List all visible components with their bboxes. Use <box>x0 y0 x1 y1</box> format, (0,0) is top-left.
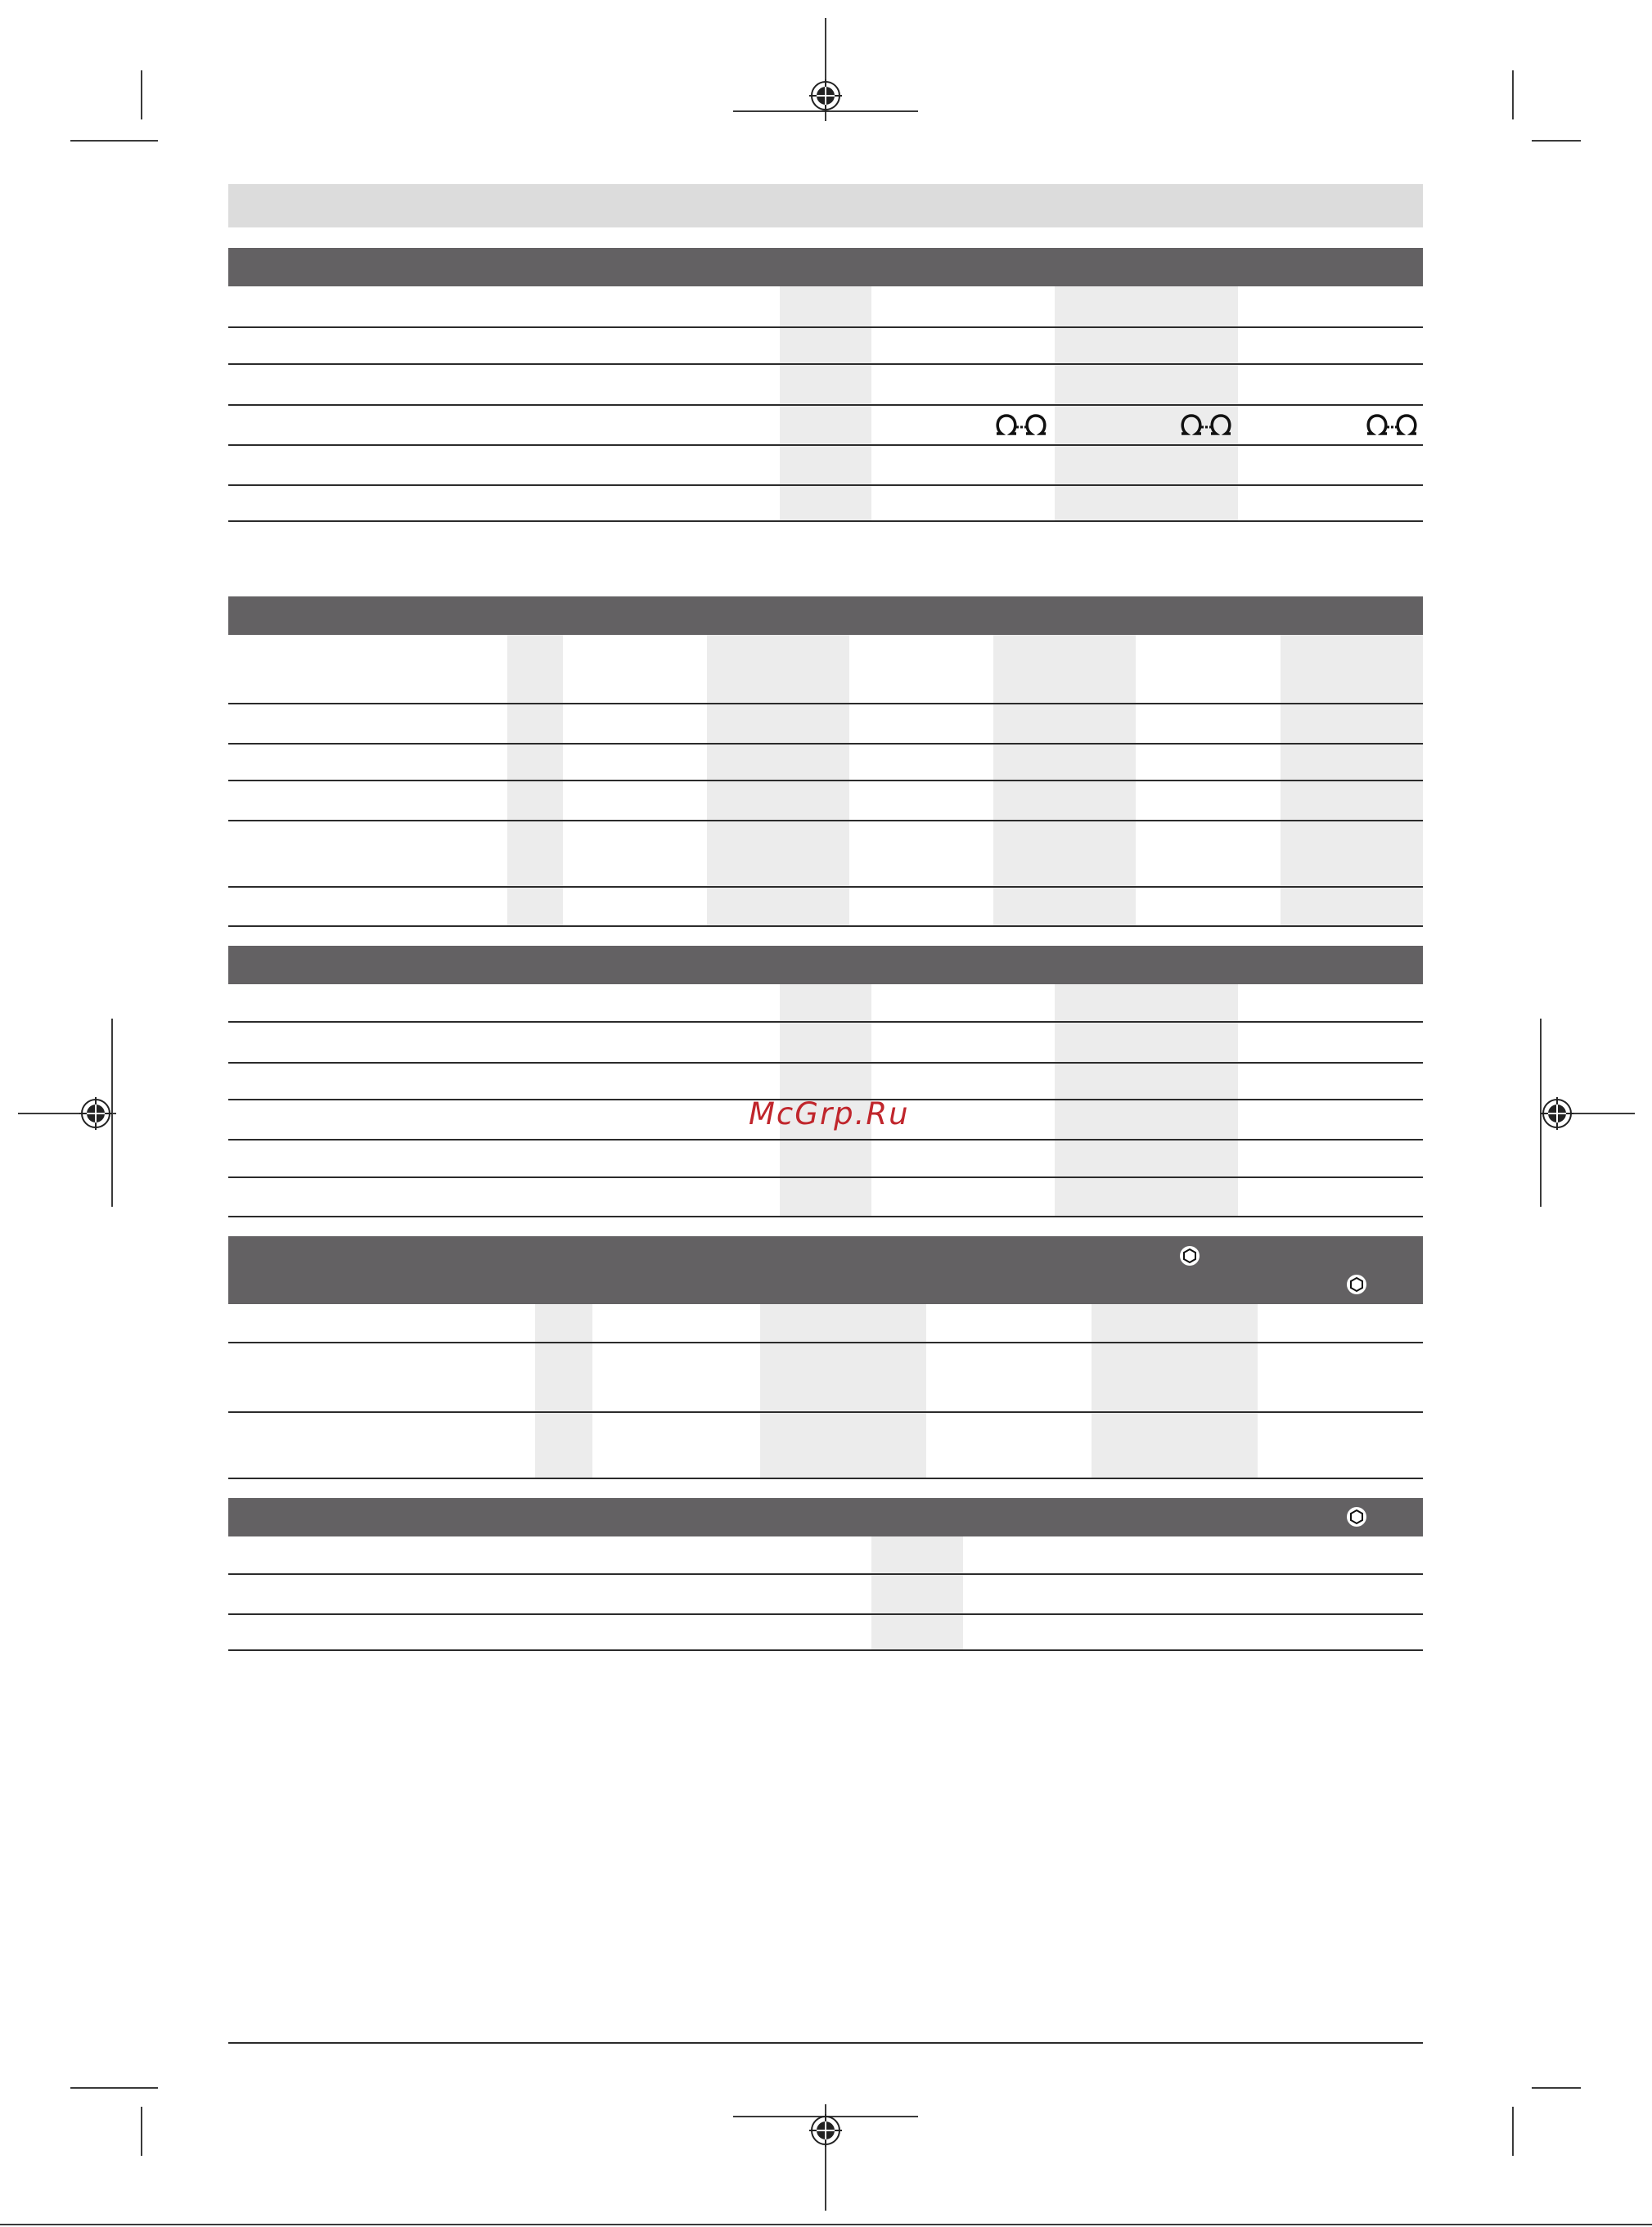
section-2-row-rule <box>228 743 1423 745</box>
crop-mark-bottom-right-v <box>1512 2107 1514 2156</box>
crop-mark-bottom-left-v <box>141 2107 142 2156</box>
section-4-shaded-column <box>535 1304 592 1478</box>
section-1-row-rule <box>228 520 1423 522</box>
section-1-row-rule <box>228 326 1423 328</box>
section-5-row-rule <box>228 1573 1423 1575</box>
hexagon-icon <box>1179 1245 1200 1266</box>
crop-mark-top-right-h <box>1532 140 1581 142</box>
section-5-shaded-column <box>871 1536 963 1650</box>
section-4-row-rule <box>228 1478 1423 1479</box>
section-3-header-bar <box>228 946 1423 984</box>
page-bottom-edge-rule <box>0 2224 1652 2225</box>
registration-crosshair-icon <box>79 1097 112 1130</box>
section-4-row-rule <box>228 1411 1423 1413</box>
section-2-row-rule <box>228 886 1423 888</box>
registration-crosshair-icon <box>1541 1097 1573 1130</box>
section-5-row-rule <box>228 1613 1423 1615</box>
section-1-row-rule <box>228 484 1423 486</box>
section-2-row-rule <box>228 925 1423 927</box>
crop-mark-top-left-v <box>141 70 142 119</box>
section-5-row-rule <box>228 1649 1423 1651</box>
section-3-row-rule <box>228 1176 1423 1178</box>
section-2-header-bar <box>228 596 1423 635</box>
hexagon-icon <box>1346 1506 1367 1527</box>
watermark-text: McGrp.Ru <box>749 1096 910 1131</box>
section-2-row-rule <box>228 780 1423 781</box>
section-1-row-rule <box>228 363 1423 365</box>
section-1-header-bar <box>228 248 1423 286</box>
section-2-row-rule <box>228 703 1423 704</box>
double-loop-symbol-icon <box>993 411 1051 439</box>
section-3-row-rule <box>228 1139 1423 1140</box>
crop-mark-bottom-left-h <box>70 2087 158 2089</box>
page-title-bar <box>228 184 1423 227</box>
section-2-row-rule <box>228 820 1423 821</box>
hexagon-icon <box>1346 1274 1367 1295</box>
section-4-shaded-column <box>760 1304 926 1478</box>
registration-crosshair-icon <box>809 2114 842 2147</box>
registration-crosshair-icon <box>809 79 842 112</box>
section-1-row-rule <box>228 444 1423 446</box>
crop-mark-bottom-right-h <box>1532 2087 1581 2089</box>
double-loop-symbol-icon <box>1178 411 1236 439</box>
section-4-header-bar <box>228 1236 1423 1304</box>
footer-rule <box>228 2042 1423 2044</box>
section-3-row-rule <box>228 1062 1423 1064</box>
section-3-row-rule <box>228 1216 1423 1217</box>
section-4-shaded-column <box>1092 1304 1258 1478</box>
crop-mark-top-right-v <box>1512 70 1514 119</box>
crop-mark-top-left-h <box>70 140 158 142</box>
section-4-row-rule <box>228 1342 1423 1343</box>
section-3-row-rule <box>228 1021 1423 1023</box>
section-3-shaded-column <box>1055 984 1238 1217</box>
section-1-row-rule <box>228 404 1423 406</box>
section-5-header-bar <box>228 1498 1423 1536</box>
double-loop-symbol-icon <box>1364 411 1421 439</box>
